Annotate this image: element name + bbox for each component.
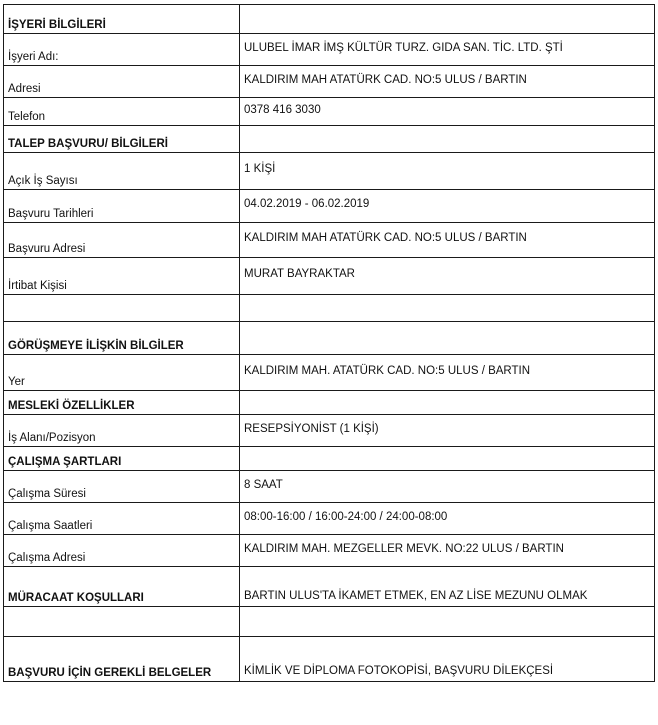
field-value: 1 KİŞİ (240, 153, 655, 190)
table-row (4, 153, 655, 190)
section-header-row (4, 637, 655, 682)
section-header-row (4, 447, 655, 471)
field-value: MURAT BAYRAKTAR (240, 258, 655, 295)
table-row (4, 503, 655, 535)
table-row (4, 471, 655, 503)
field-value: KİMLİK VE DİPLOMA FOTOKOPİSİ, BAŞVURU DİLEKÇESİ (240, 637, 655, 682)
field-value (240, 607, 655, 637)
table-row (4, 258, 655, 295)
table-body (4, 5, 655, 682)
section-header-row (4, 567, 655, 607)
table-row (4, 535, 655, 567)
field-value (240, 5, 655, 34)
field-label: Çalışma Adresi (4, 535, 240, 567)
section-header-row (4, 322, 655, 355)
field-value: 08:00-16:00 / 16:00-24:00 / 24:00-08:00 (240, 503, 655, 535)
table-row (4, 223, 655, 258)
table-row (4, 98, 655, 126)
table-row (4, 190, 655, 223)
section-header-row (4, 126, 655, 153)
field-value: ULUBEL İMAR İMŞ KÜLTÜR TURZ. GIDA SAN. TİC. LTD. ŞTİ (240, 34, 655, 66)
field-label (4, 295, 240, 322)
field-label: Çalışma Saatleri (4, 503, 240, 535)
section-header-row (4, 391, 655, 415)
field-label: İş Alanı/Pozisyon (4, 415, 240, 447)
field-value (240, 295, 655, 322)
field-value (240, 391, 655, 415)
table-row (4, 66, 655, 98)
table-row (4, 415, 655, 447)
field-value (240, 322, 655, 355)
section-title: MÜRACAAT KOŞULLARI (4, 567, 240, 607)
section-title: TALEP BAŞVURU/ BİLGİLERİ (4, 126, 240, 153)
field-value (240, 447, 655, 471)
table-row (4, 295, 655, 322)
field-value (240, 126, 655, 153)
field-label: Telefon (4, 98, 240, 126)
table-row (4, 355, 655, 391)
field-value: 0378 416 3030 (240, 98, 655, 126)
section-title: ÇALIŞMA ŞARTLARI (4, 447, 240, 471)
field-value: RESEPSİYONİST (1 KİŞİ) (240, 415, 655, 447)
field-value: KALDIRIM MAH ATATÜRK CAD. NO:5 ULUS / BARTIN (240, 66, 655, 98)
table-row (4, 34, 655, 66)
field-label: Yer (4, 355, 240, 391)
section-title: İŞYERİ BİLGİLERİ (4, 5, 240, 34)
field-label: Çalışma Süresi (4, 471, 240, 503)
section-header-row (4, 5, 655, 34)
section-title: MESLEKİ ÖZELLİKLER (4, 391, 240, 415)
field-value: BARTIN ULUS'TA İKAMET ETMEK, EN AZ LİSE MEZUNU OLMAK (240, 567, 655, 607)
field-value: KALDIRIM MAH ATATÜRK CAD. NO:5 ULUS / BARTIN (240, 223, 655, 258)
job-posting-table (3, 4, 655, 682)
field-label: Başvuru Adresi (4, 223, 240, 258)
field-label: Açık İş Sayısı (4, 153, 240, 190)
section-title: BAŞVURU İÇİN GEREKLİ BELGELER (4, 637, 240, 682)
field-value: 8 SAAT (240, 471, 655, 503)
field-value: KALDIRIM MAH. MEZGELLER MEVK. NO:22 ULUS / BARTIN (240, 535, 655, 567)
field-value: 04.02.2019 - 06.02.2019 (240, 190, 655, 223)
section-title: GÖRÜŞMEYE İLİŞKİN BİLGİLER (4, 322, 240, 355)
field-value: KALDIRIM MAH. ATATÜRK CAD. NO:5 ULUS / BARTIN (240, 355, 655, 391)
field-label (4, 607, 240, 637)
field-label: Adresi (4, 66, 240, 98)
table-row (4, 607, 655, 637)
field-label: İşyeri Adı: (4, 34, 240, 66)
field-label: İrtibat Kişisi (4, 258, 240, 295)
field-label: Başvuru Tarihleri (4, 190, 240, 223)
